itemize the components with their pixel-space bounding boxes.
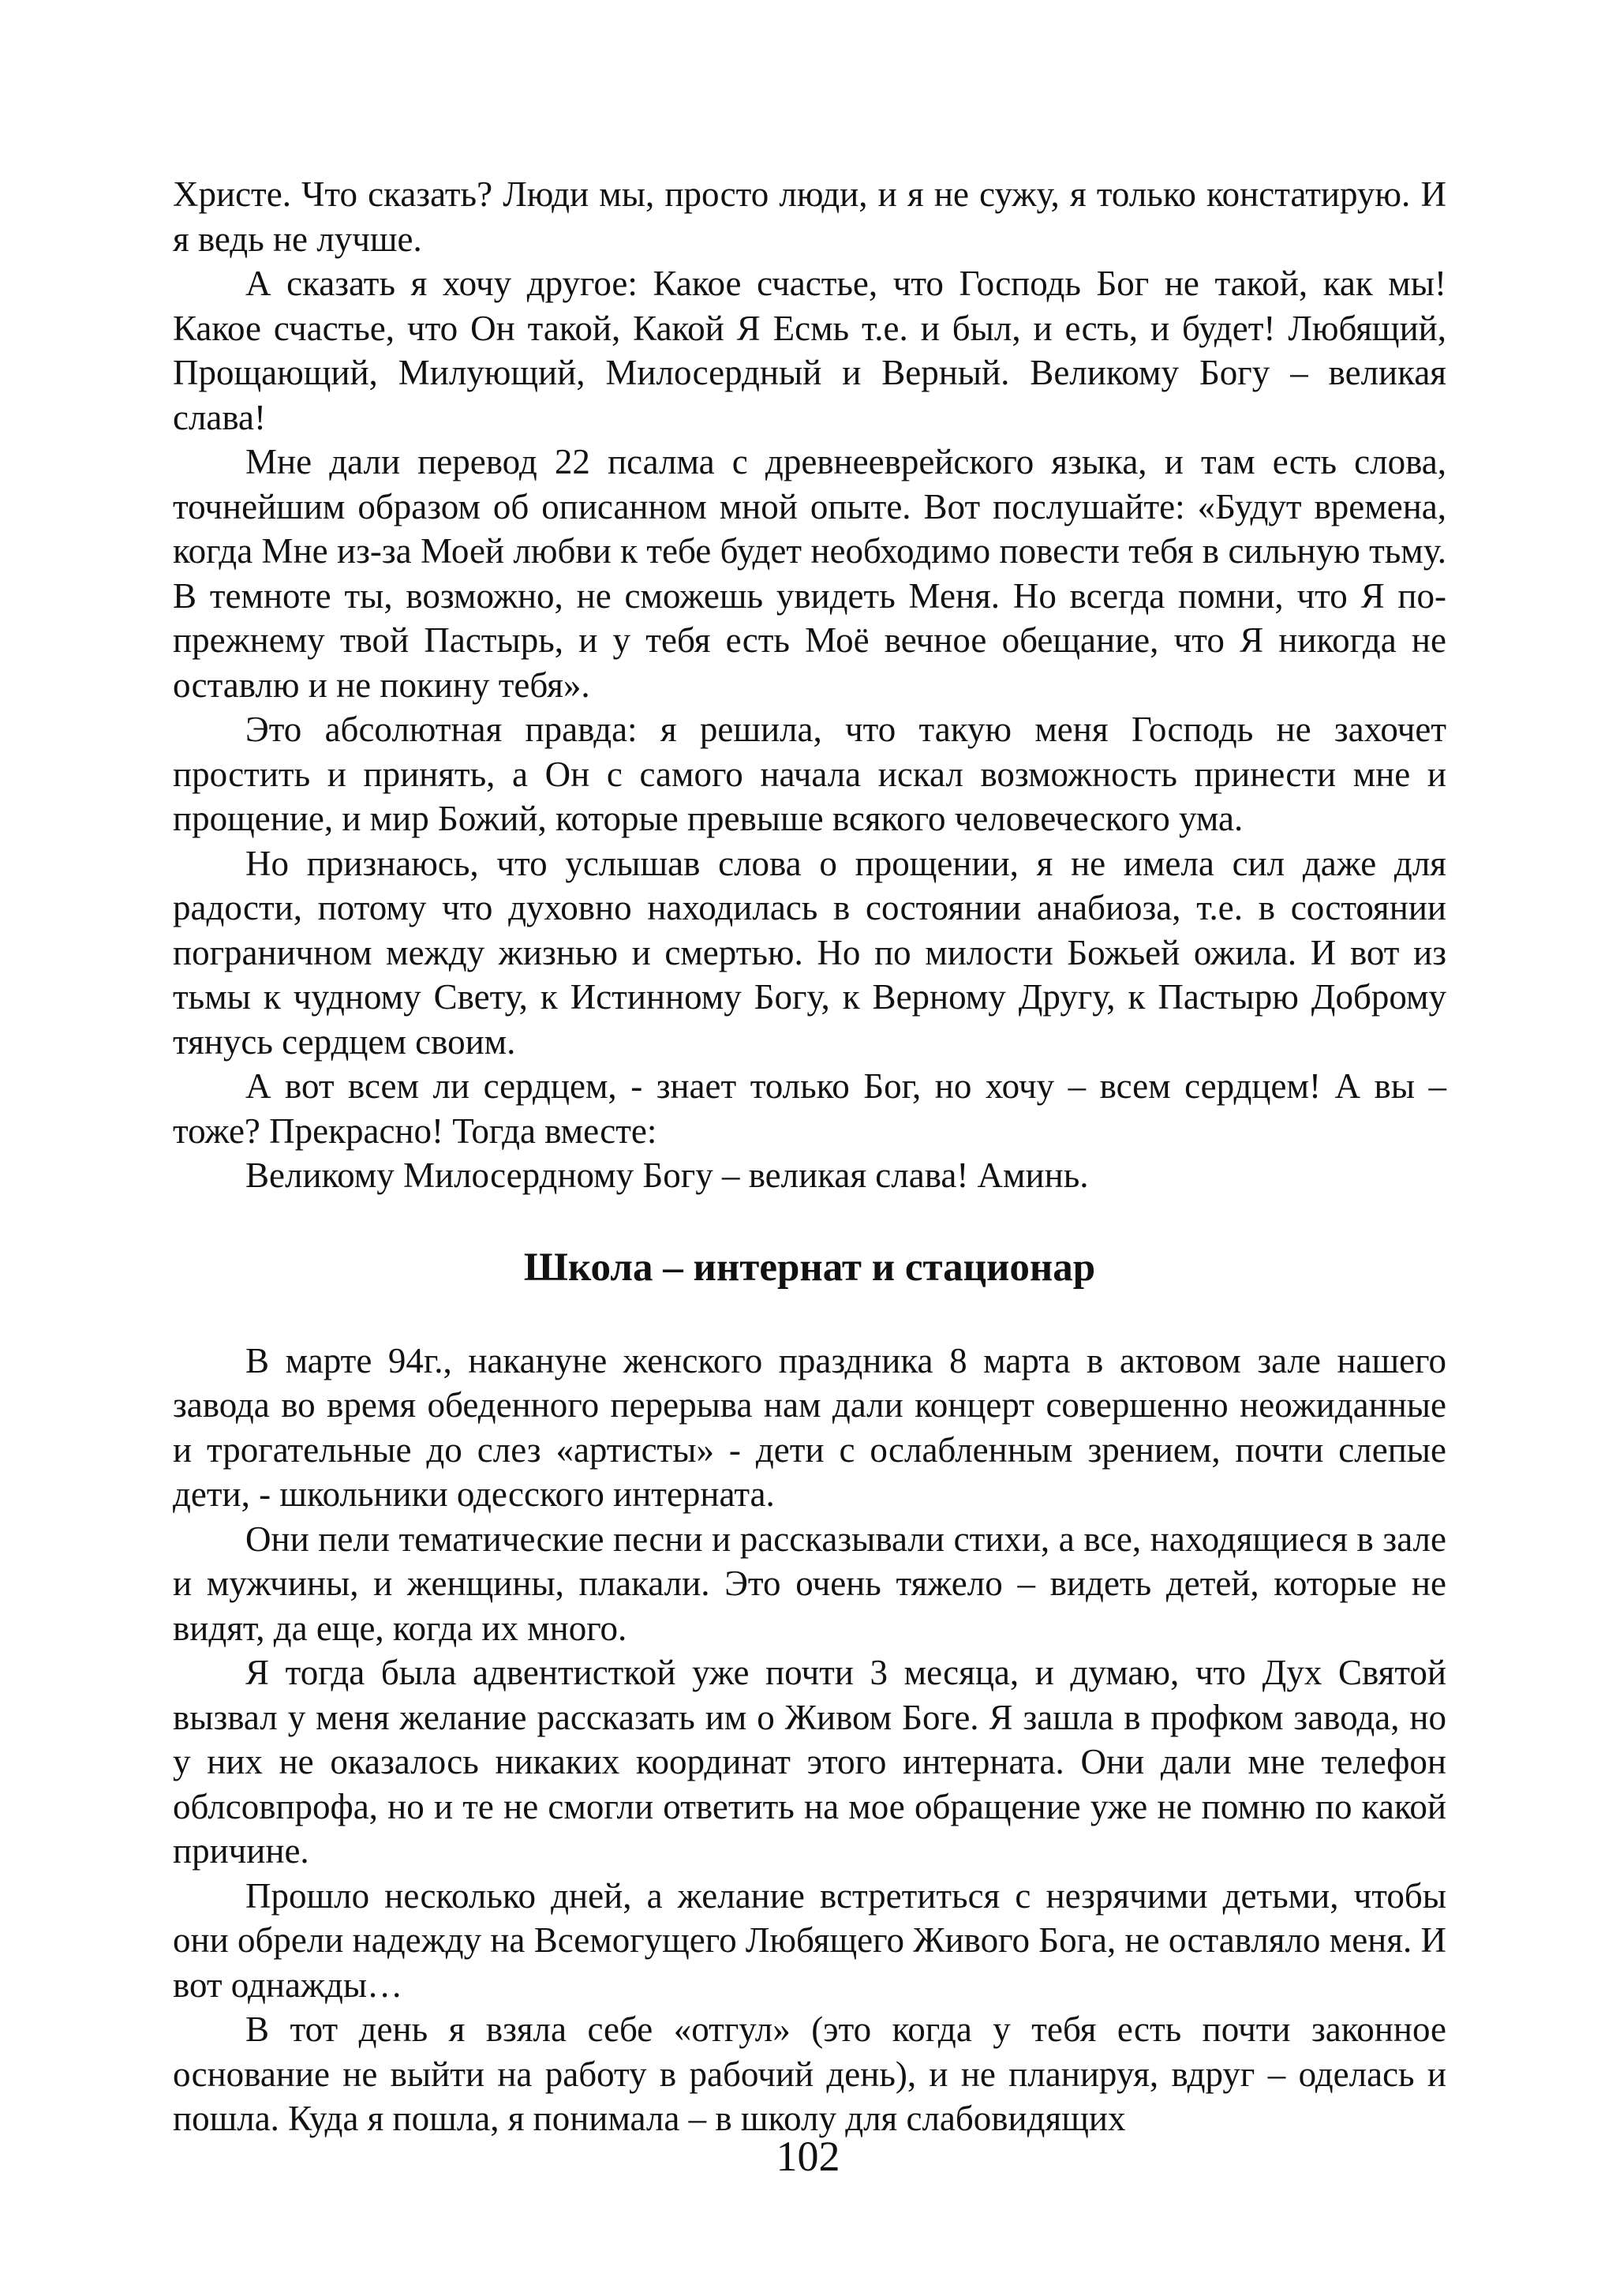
section-heading: Школа – интернат и стационар [523, 1245, 1096, 1290]
paragraph: Но признаюсь, что услышав слова о прощении, я не имела сил даже для радости, потому что духовно находилась в состоянии анабиоза, т.е. в состоянии пограничном между жизнью и смертью. Но по милости Божьей ожила. И вот из тьмы к чудному Свету, к Истинному Богу, к Верному Другу, к Пастырю Доброму тянусь сердцем своим. [173, 843, 1446, 1062]
paragraph: Прошло несколько дней, а желание встретиться с незрячими детьми, чтобы они обрели надежду на Всемогущего Любящего Живого Бога, не оставляло меня. И вот однажды… [173, 1875, 1446, 2005]
paragraph: Это абсолютная правда: я решила, что такую меня Господь не захочет простить и принять, а Он с самого начала искал возможность принести мне и прощение, и мир Божий, которые превыше всякого человеческого ума. [173, 710, 1446, 838]
page-body [173, 172, 1446, 2141]
paragraph: Они пели тематические песни и рассказывали стихи, а все, находящиеся в зале и мужчины, и женщины, плакали. Это очень тяжело – видеть детей, которые не видят, да еще, когда их много. [173, 1519, 1446, 1648]
paragraph-continuation: Христе. Что сказать? Люди мы, просто люди, и я не сужу, я только констатирую. И я ведь не лучше. [173, 174, 1446, 259]
paragraph: А сказать я хочу другое: Какое счастье, что Господь Бог не такой, как мы! Какое счастье, что Он такой, Какой Я Есмь т.е. и был, и есть, и будет! Любящий, Прощающий, Милующий, Милосердный и Верный. Великому Богу – великая слава! [173, 264, 1446, 437]
paragraph: А вот всем ли сердцем, - знает только Бог, но хочу – всем сердцем! А вы – тоже? Прекрасно! Тогда вместе: [173, 1066, 1446, 1151]
paragraph: В тот день я взяла себе «отгул» (это когда у тебя есть почти законное основание не выйти на работу в рабочий день), и не планируя, вдруг – оделась и пошла. Куда я пошла, я понимала – в школу для слабовидящих [173, 2009, 1446, 2138]
paragraph: Я тогда была адвентисткой уже почти 3 месяца, и думаю, что Дух Святой вызвал у меня желание рассказать им о Живом Боге. Я зашла в профком завода, но у них не оказалось никаких координат этого интерната. Они дали мне телефон облсовпрофа, но и те не смогли ответить на мое обращение уже не помню по какой причине. [173, 1653, 1446, 1871]
paragraph: В марте 94г., накануне женского праздника 8 марта в актовом зале нашего завода во время обеденного перерыва нам дали концерт совершенно неожиданные и трогательные до слез «артисты» - дети с ослабленным зрением, почти слепые дети, - школьники одесского интерната. [173, 1340, 1446, 1514]
page-number: 102 [776, 2133, 840, 2180]
paragraph: Великому Милосердному Богу – великая слава! Аминь. [245, 1155, 1089, 1195]
paragraph: Мне дали перевод 22 псалма с древнееврейского языка, и там есть слова, точнейшим образом об описанном мной опыте. Вот послушайте: «Будут времена, когда Мне из-за Моей любви к тебе будет необходимо повести тебя в сильную тьму. В темноте ты, возможно, не сможешь увидеть Меня. Но всегда помни, что Я по-прежнему твой Пастырь, и у тебя есть Моё вечное обещание, что Я никогда не оставлю и не покину тебя». [173, 442, 1446, 705]
